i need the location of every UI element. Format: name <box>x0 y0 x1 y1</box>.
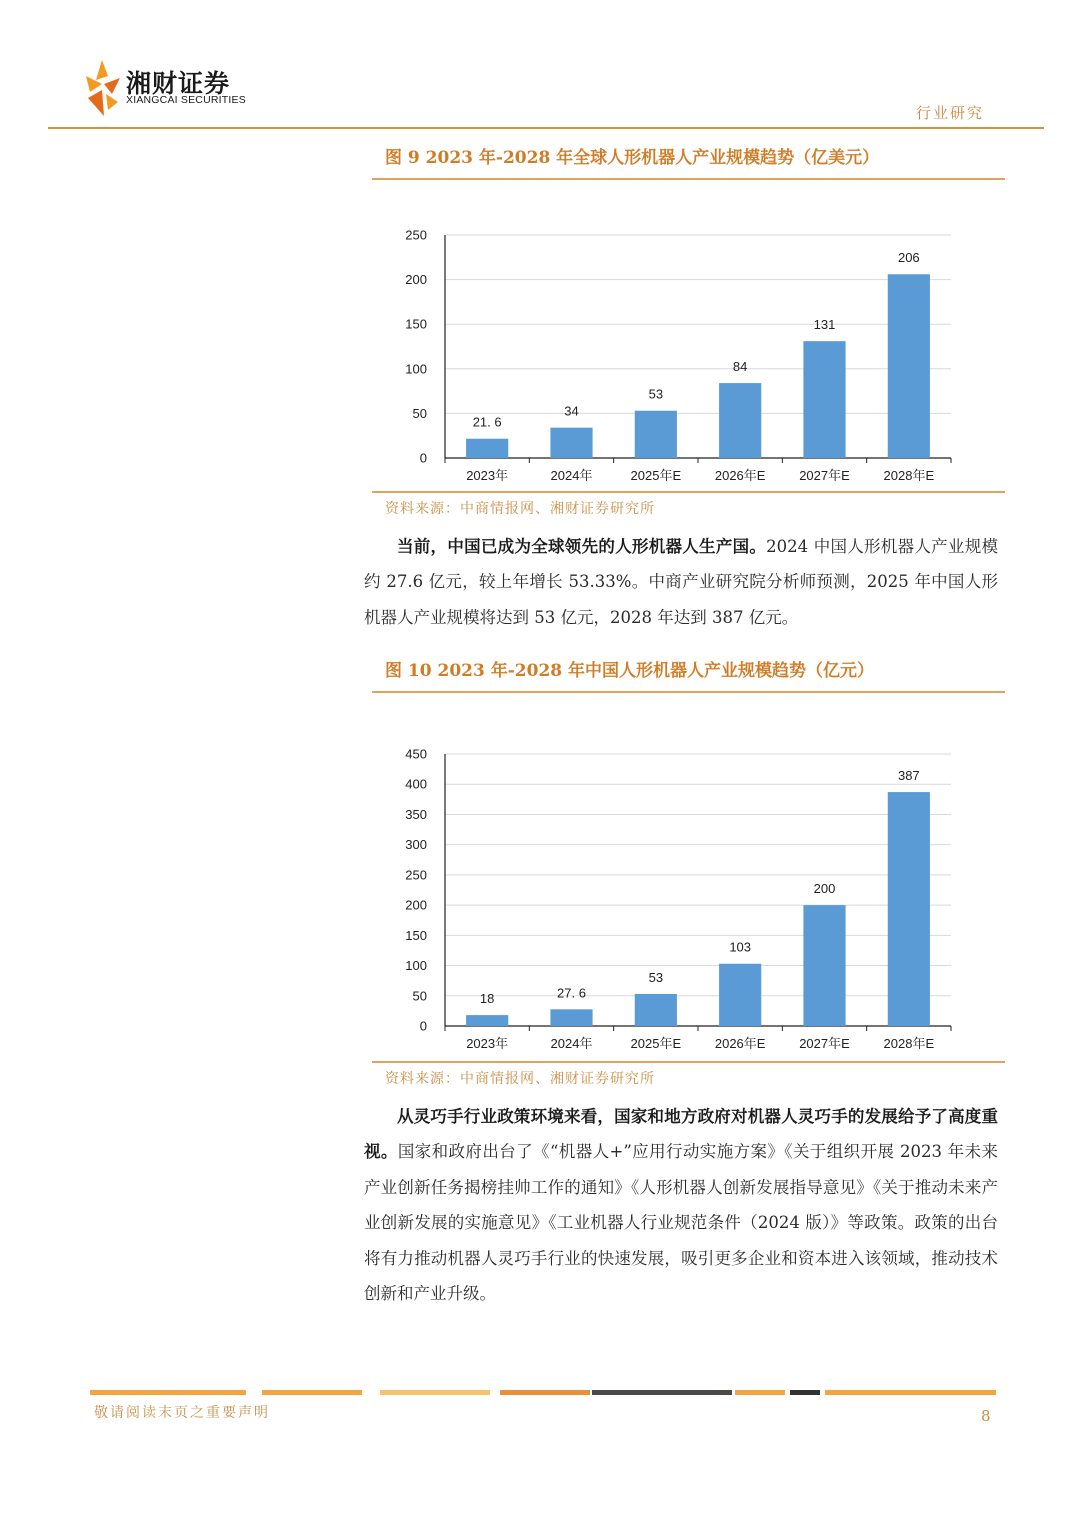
bar <box>888 274 930 458</box>
figure9-title: 图 9 2023 年-2028 年全球人形机器人产业规模趋势（亿美元） <box>385 148 880 168</box>
figure10-title-rule <box>372 691 1005 693</box>
figure10-source: 资料来源：中商情报网、湘财证券研究所 <box>385 1071 655 1087</box>
x-tick-label: 2027年E <box>799 468 850 483</box>
figure9-title-rule <box>372 178 1005 180</box>
y-tick-label: 400 <box>405 776 427 792</box>
bar <box>888 792 930 1026</box>
figure9-source: 资料来源：中商情报网、湘财证券研究所 <box>385 501 655 517</box>
x-tick-label: 2024年 <box>550 468 593 483</box>
company-logo-icon <box>82 58 122 118</box>
bar <box>803 905 845 1026</box>
x-tick-label: 2026年E <box>714 468 766 483</box>
x-tick-label: 2025年E <box>630 1036 682 1051</box>
footer-decorative-bar <box>90 1390 996 1395</box>
y-tick-label: 250 <box>405 227 427 243</box>
bar <box>803 341 845 458</box>
x-tick-label: 2023年 <box>466 468 509 483</box>
data-label: 200 <box>813 881 836 897</box>
bar <box>550 1009 592 1026</box>
figure10-bottom-rule <box>372 1061 1005 1063</box>
bar <box>466 439 508 458</box>
figure9-bottom-rule <box>372 491 1005 493</box>
data-label: 21. 6 <box>472 414 502 430</box>
page-number: 8 <box>981 1407 991 1425</box>
figure10-title: 图 10 2023 年-2028 年中国人形机器人产业规模趋势（亿元） <box>385 661 875 681</box>
brand-name-english: XIANGCAI SECURITIES <box>126 94 246 106</box>
bar <box>550 428 592 458</box>
paragraph-china-production <box>364 529 998 635</box>
bar <box>635 994 677 1026</box>
y-tick-label: 100 <box>405 361 427 377</box>
paragraph2-lead: 从灵巧手行业政策环境来看，国家和地方政府对机器人灵巧手的发展给予了高度重视。 <box>364 1107 998 1162</box>
data-label: 206 <box>897 250 920 266</box>
footer-disclaimer-note: 敬请阅读末页之重要声明 <box>94 1405 270 1421</box>
x-tick-label: 2028年E <box>883 1036 935 1051</box>
y-tick-label: 150 <box>405 927 427 943</box>
figure9-chart <box>380 222 970 490</box>
y-tick-label: 0 <box>419 1018 427 1034</box>
header-divider <box>48 127 1044 129</box>
y-tick-label: 250 <box>405 867 427 883</box>
y-tick-label: 0 <box>419 450 427 466</box>
paragraph1-body: 2024 中国人形机器人产业规模约 27.6 亿元，较上年增长 53.33%。中商产业研究院分析师预测，2025 年中国人形机器人产业规模将达到 53 亿元，2028 年达到 387 亿元。 <box>364 537 998 627</box>
data-label: 53 <box>648 969 664 985</box>
figure10-chart <box>380 742 970 1060</box>
bar <box>466 1015 508 1026</box>
section-tag: 行业研究 <box>915 104 984 122</box>
y-tick-label: 200 <box>405 897 427 913</box>
x-tick-label: 2025年E <box>630 468 682 483</box>
y-tick-label: 150 <box>405 316 427 332</box>
y-tick-label: 200 <box>405 272 427 288</box>
y-tick-label: 450 <box>405 746 427 762</box>
bar <box>635 411 677 458</box>
x-tick-label: 2024年 <box>550 1036 593 1051</box>
data-label: 27. 6 <box>557 985 586 1001</box>
bar <box>719 964 761 1026</box>
data-label: 103 <box>729 939 752 955</box>
y-tick-label: 300 <box>405 837 427 853</box>
data-label: 131 <box>813 317 836 333</box>
paragraph-policy <box>364 1099 998 1311</box>
y-tick-label: 50 <box>412 405 427 421</box>
brand-name: 湘财证券 <box>126 69 231 98</box>
bar <box>719 383 761 458</box>
x-tick-label: 2028年E <box>883 468 935 483</box>
data-label: 84 <box>732 359 748 375</box>
data-label: 18 <box>479 991 495 1007</box>
data-label: 53 <box>648 386 664 402</box>
paragraph2-body: 国家和政府出台了《“机器人+”应用行动实施方案》《关于组织开展 2023 年未来产业创新任务揭榜挂帅工作的通知》《人形机器人创新发展指导意见》《关于推动未来产业创新发展的实施意见》《工业机器人行业规范条件（2024 版）》等政策。政策的出台将有力推动机器人灵巧手行业的快速发展，吸引更多企业和资本进入该领域，推动技术创新和产业升级。 <box>364 1142 998 1304</box>
data-label: 387 <box>897 768 920 784</box>
y-tick-label: 50 <box>412 988 427 1004</box>
y-tick-label: 100 <box>405 958 427 974</box>
x-tick-label: 2026年E <box>714 1036 766 1051</box>
paragraph1-lead: 当前，中国已成为全球领先的人形机器人生产国。 <box>397 537 767 556</box>
data-label: 34 <box>564 403 579 419</box>
y-tick-label: 350 <box>405 806 427 822</box>
x-tick-label: 2023年 <box>466 1036 509 1051</box>
x-tick-label: 2027年E <box>799 1036 850 1051</box>
